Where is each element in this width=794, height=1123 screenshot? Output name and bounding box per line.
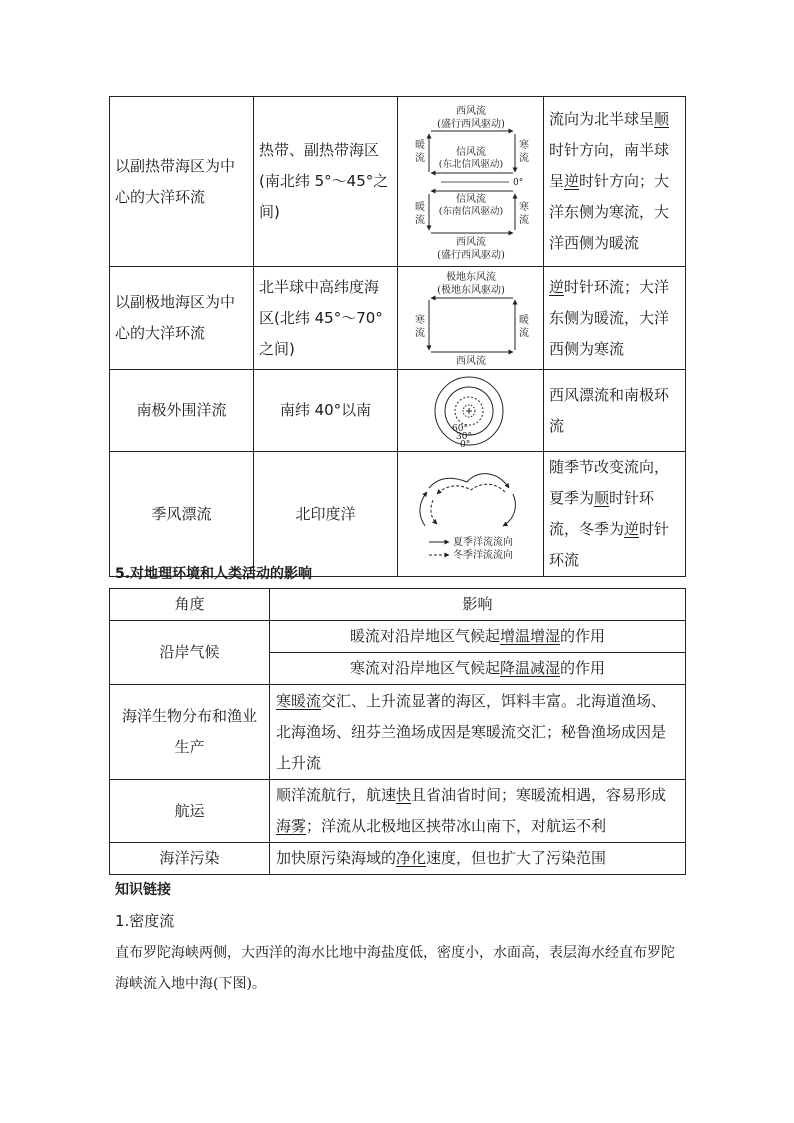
label-warm-3: 暖	[414, 201, 425, 213]
current-type-cell: 南极外围洋流	[110, 370, 254, 452]
description-cell: 随季节改变流向，夏季为顺时针环流，冬季为逆时针环流	[544, 452, 686, 577]
current-type-cell: 以副极地海区为中心的大洋环流	[110, 267, 254, 370]
row-label-shipping: 航运	[110, 780, 270, 843]
antarctic-circumpolar-diagram	[401, 372, 541, 450]
table-row	[110, 685, 686, 780]
impact-table	[109, 588, 686, 875]
label-polar-easterly-sub: (极地东风驱动)	[436, 285, 505, 296]
current-type-cell: 季风漂流	[110, 452, 254, 577]
area-cell: 北半球中高纬度海区(北纬 45°～70°之间)	[254, 267, 398, 370]
table-row	[110, 370, 686, 452]
label-westerly-top-sub: (盛行西风驱动)	[436, 118, 505, 130]
monsoon-drift-diagram	[401, 464, 541, 564]
winter-flow-top	[437, 484, 505, 494]
label-trade-ne-sub: (东北信风驱动)	[438, 158, 503, 170]
label-westerly: 西风流	[455, 356, 486, 367]
label-warm-2: 流	[518, 328, 529, 339]
table-header-row	[110, 589, 686, 621]
row-label-climate: 沿岸气候	[110, 621, 270, 685]
description-cell: 流向为北半球呈顺时针方向，南半球呈逆时针方向；大洋东侧为寒流，大洋西侧为暖流	[544, 97, 686, 267]
figure-cell	[398, 97, 544, 267]
fishery-cell: 寒暖流交汇、上升流显著的海区，饵料丰富。北海道渔场、北海渔场、纽芬兰渔场成因是寒暖流交汇；秘鲁渔场成因是上升流	[270, 685, 686, 780]
table-row	[110, 267, 686, 370]
knowledge-link-title: 知识链接	[115, 882, 171, 898]
area-cell: 热带、副热带海区(南北纬 5°～45°之间)	[254, 97, 398, 267]
label-trade-se: 信风流	[455, 193, 486, 205]
table-row	[110, 452, 686, 577]
table-row	[110, 97, 686, 267]
subpolar-gyre-diagram	[401, 268, 541, 368]
ocean-current-types-table	[109, 96, 686, 577]
summer-flow-top	[429, 474, 509, 488]
climate-warm-cell: 暖流对沿岸地区气候起增温增湿的作用	[270, 621, 686, 653]
pollution-cell: 加快原污染海域的净化速度，但也扩大了污染范围	[270, 843, 686, 875]
legend-summer-label: 夏季洋流流向	[452, 537, 513, 548]
header-impact: 影响	[270, 589, 686, 621]
area-cell: 北印度洋	[254, 452, 398, 577]
header-angle: 角度	[110, 589, 270, 621]
label-warm-2: 流	[414, 152, 425, 164]
label-lat-0: 0°	[459, 439, 470, 450]
label-westerly-top: 西风流	[455, 105, 486, 117]
shipping-cell: 顺洋流航行，航速快且省油省时间；寒暖流相遇，容易形成海雾；洋流从北极地区挟带冰山南下，对航运不利	[270, 780, 686, 843]
density-current-title: 1.密度流	[115, 912, 175, 930]
row-label-pollution: 海洋污染	[110, 843, 270, 875]
climate-cold-cell: 寒流对沿岸地区气候起降温减湿的作用	[270, 653, 686, 685]
label-westerly-bottom-sub: (盛行西风驱动)	[436, 249, 505, 261]
figure-cell	[398, 370, 544, 452]
label-warm-1: 暖	[414, 139, 425, 151]
table-row	[110, 843, 686, 875]
description-cell: 逆时针环流；大洋东侧为暖流，大洋西侧为寒流	[544, 267, 686, 370]
legend-winter-label: 冬季洋流流向	[452, 550, 513, 561]
figure-cell	[398, 452, 544, 577]
row-label-fishery: 海洋生物分布和渔业生产	[110, 685, 270, 780]
label-cold-2: 流	[414, 328, 425, 339]
label-cold-4: 流	[518, 214, 529, 226]
summer-flow-left	[419, 492, 426, 526]
density-current-text: 直布罗陀海峡两侧，大西洋的海水比地中海盐度低，密度小，水面高，表层海水经直布罗陀海峡流入地中海(下图)。	[115, 945, 675, 992]
figure-cell	[398, 267, 544, 370]
label-trade-se-sub: (东南信风驱动)	[438, 205, 503, 217]
label-lat-60: 60°	[451, 423, 468, 434]
label-cold-1: 寒	[414, 315, 425, 326]
label-warm-1: 暖	[518, 315, 529, 326]
table-row	[110, 780, 686, 843]
section-5-title: 5.对地理环境和人类活动的影响	[115, 566, 313, 582]
winter-flow-left	[430, 500, 436, 524]
label-warm-4: 流	[414, 214, 425, 226]
label-equator: 0°	[512, 177, 523, 188]
label-polar-easterly: 极地东风流	[445, 272, 496, 283]
table-row	[110, 621, 686, 653]
label-westerly-bottom: 西风流	[455, 236, 486, 248]
subtropical-gyre-diagram	[401, 102, 541, 262]
description-cell: 西风漂流和南极环流	[544, 370, 686, 452]
summer-flow-right	[503, 494, 515, 526]
area-cell: 南纬 40°以南	[254, 370, 398, 452]
label-cold-3: 寒	[518, 201, 529, 213]
label-cold-2: 流	[518, 152, 529, 164]
current-type-cell: 以副热带海区为中心的大洋环流	[110, 97, 254, 267]
label-lat-30: 30°	[455, 431, 472, 442]
label-trade-ne: 信风流	[455, 146, 486, 158]
label-cold-1: 寒	[518, 139, 529, 151]
